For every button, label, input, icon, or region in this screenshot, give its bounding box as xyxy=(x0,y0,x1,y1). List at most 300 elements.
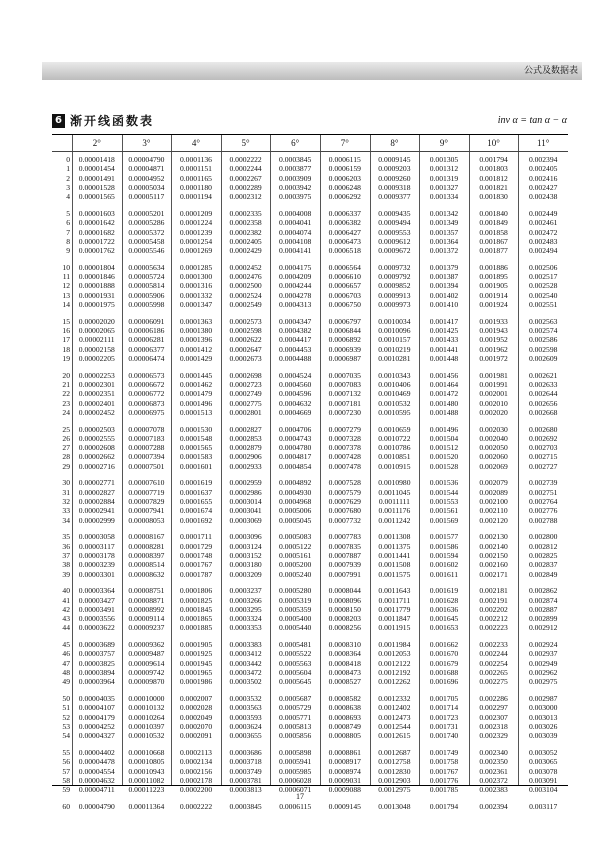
table-cell: 0.0004008 xyxy=(279,208,312,218)
minute-label: 31 xyxy=(62,487,70,497)
minute-label: 16 xyxy=(62,326,70,335)
table-cell: 0.0006248 xyxy=(328,182,361,192)
table-cell: 0.0003975 xyxy=(279,192,312,202)
table-cell: 0.0005359 xyxy=(279,604,312,614)
table-cell: 0.001472 xyxy=(429,389,459,399)
table-row xyxy=(52,209,568,218)
table-cell: 0.0003718 xyxy=(229,757,262,767)
table-cell: 0.00007941 xyxy=(128,506,165,516)
table-cell: 0.00001418 xyxy=(78,155,115,164)
minute-label: 25 xyxy=(62,424,70,434)
table-cell: 0.0001194 xyxy=(179,192,212,202)
table-cell: 0.00002205 xyxy=(78,353,115,363)
table-cell: 0.00004871 xyxy=(128,164,165,174)
table-cell: 0.0011308 xyxy=(378,532,411,542)
table-cell: 0.002483 xyxy=(528,236,558,246)
table-cell: 0.0008044 xyxy=(328,586,361,596)
table-cell: 0.0012332 xyxy=(378,694,411,703)
table-cell: 0.002160 xyxy=(479,560,508,570)
table-row xyxy=(52,776,568,785)
table-cell: 0.0002933 xyxy=(229,461,262,471)
table-cell: 0.001602 xyxy=(429,560,459,570)
table-cell: 0.00006573 xyxy=(128,370,165,380)
table-cell: 0.0003781 xyxy=(229,775,262,785)
table-row xyxy=(52,488,568,497)
table-cell: 0.0002429 xyxy=(229,246,262,256)
table-cell: 0.0002775 xyxy=(229,398,262,408)
table-cell: 0.0007181 xyxy=(328,398,361,408)
table-cell: 0.0001300 xyxy=(179,272,213,282)
table-cell: 0.001723 xyxy=(429,712,459,722)
table-cell: 0.002050 xyxy=(479,443,508,453)
table-cell: 0.0001363 xyxy=(179,316,213,326)
table-cell: 0.0002986 xyxy=(229,487,262,497)
table-cell: 0.0002647 xyxy=(229,344,262,354)
table-row xyxy=(52,164,568,173)
table-cell: 0.0001513 xyxy=(179,407,213,417)
table-cell: 0.0005319 xyxy=(279,595,312,605)
minute-label: 13 xyxy=(62,290,70,300)
table-cell: 0.001528 xyxy=(429,461,459,471)
minute-label: 32 xyxy=(62,497,70,506)
table-cell: 0.002899 xyxy=(528,614,558,624)
table-row xyxy=(52,551,568,560)
table-cell: 0.002472 xyxy=(528,227,558,237)
table-cell: 0.0003353 xyxy=(229,623,262,633)
table-cell: 0.001312 xyxy=(429,164,459,174)
minute-label: 42 xyxy=(62,604,70,614)
table-cell: 0.002540 xyxy=(528,290,558,300)
table-cell: 0.001480 xyxy=(429,398,459,408)
table-cell: 0.00004107 xyxy=(78,703,115,713)
table-cell: 0.0002289 xyxy=(229,182,262,192)
table-row xyxy=(52,757,568,766)
table-cell: 0.0006518 xyxy=(328,246,361,256)
table-cell: 0.0006028 xyxy=(279,775,312,785)
table-row xyxy=(52,399,568,408)
table-cell: 0.002438 xyxy=(528,192,558,202)
table-cell: 0.0011984 xyxy=(378,640,411,650)
table-cell: 0.002191 xyxy=(479,595,508,605)
table-cell: 0.00010532 xyxy=(128,731,165,741)
minute-label: 10 xyxy=(62,262,70,272)
table-cell: 0.0004968 xyxy=(279,497,312,506)
table-cell: 0.001670 xyxy=(429,649,459,659)
table-cell: 0.002233 xyxy=(479,640,508,650)
table-row xyxy=(52,731,568,740)
table-cell: 0.001349 xyxy=(429,218,459,228)
table-cell: 0.002715 xyxy=(528,452,558,462)
table-cell: 0.0011779 xyxy=(378,604,411,614)
table-cell: 0.00002999 xyxy=(78,515,115,525)
minute-label: 7 xyxy=(66,227,70,237)
table-cell: 0.00006672 xyxy=(128,379,165,389)
table-cell: 0.0003209 xyxy=(229,569,262,579)
table-cell: 0.00001528 xyxy=(78,182,115,192)
table-cell: 0.0005200 xyxy=(279,560,312,570)
table-cell: 0.0012830 xyxy=(378,766,411,776)
table-cell: 0.0001674 xyxy=(179,506,213,516)
table-cell: 0.0008473 xyxy=(328,668,361,677)
table-cell: 0.0001316 xyxy=(179,281,213,291)
table-cell: 0.0009031 xyxy=(328,775,361,785)
minute-label: 3 xyxy=(66,182,70,192)
table-cell: 0.0008749 xyxy=(328,721,361,731)
minute-label: 28 xyxy=(62,452,70,462)
table-cell: 0.0009852 xyxy=(378,281,411,291)
table-cell: 0.0001711 xyxy=(179,532,212,542)
table-cell: 0.0005604 xyxy=(279,668,312,677)
table-cell: 0.0010915 xyxy=(378,461,411,471)
table-cell: 0.00001682 xyxy=(78,227,115,237)
table-cell: 0.00001888 xyxy=(78,281,115,291)
table-cell: 0.002812 xyxy=(528,541,558,551)
table-cell: 0.00004952 xyxy=(128,173,165,183)
table-cell: 0.001417 xyxy=(429,316,459,326)
table-cell: 0.002079 xyxy=(479,478,508,488)
table-cell: 0.00008281 xyxy=(128,541,165,551)
table-cell: 0.001561 xyxy=(429,506,459,516)
table-cell: 0.00009870 xyxy=(128,677,165,687)
table-cell: 0.0001530 xyxy=(179,424,213,434)
table-cell: 0.001991 xyxy=(479,379,508,389)
table-cell: 0.0004706 xyxy=(279,424,312,434)
table-cell: 0.002001 xyxy=(479,389,508,399)
table-row xyxy=(52,542,568,551)
minute-label: 27 xyxy=(62,443,70,453)
table-cell: 0.001569 xyxy=(429,515,459,525)
table-cell: 0.002912 xyxy=(528,623,558,633)
table-header-row xyxy=(52,135,568,152)
table-cell: 0.0003237 xyxy=(229,586,262,596)
table-cell: 0.00005117 xyxy=(128,192,165,202)
table-cell: 0.002040 xyxy=(479,433,508,443)
table-cell: 0.00008632 xyxy=(128,569,165,579)
table-cell: 0.002307 xyxy=(479,712,508,722)
table-cell: 0.0013048 xyxy=(378,801,411,811)
table-cell: 0.002862 xyxy=(528,586,558,596)
table-cell: 0.00001804 xyxy=(78,262,115,272)
table-cell: 0.00011364 xyxy=(128,801,165,811)
table-cell: 0.00002158 xyxy=(78,344,115,354)
table-cell: 0.00004554 xyxy=(78,766,115,776)
table-cell: 0.0011508 xyxy=(378,560,411,570)
table-cell: 0.0002853 xyxy=(229,433,262,443)
table-cell: 0.0001845 xyxy=(179,604,213,614)
minute-label: 45 xyxy=(62,640,70,650)
table-cell: 0.002140 xyxy=(479,541,508,551)
table-cell: 0.0001332 xyxy=(179,290,213,300)
table-cell: 0.00006377 xyxy=(128,344,165,354)
table-row xyxy=(52,748,568,757)
table-cell: 0.002244 xyxy=(479,649,508,659)
table-cell: 0.001364 xyxy=(429,236,459,246)
table-cell: 0.0005563 xyxy=(279,658,312,668)
table-cell: 0.0006610 xyxy=(328,272,361,282)
table-cell: 0.0010219 xyxy=(378,344,411,354)
table-cell: 0.00004035 xyxy=(78,694,115,703)
table-cell: 0.003091 xyxy=(528,775,558,785)
table-cell: 0.002949 xyxy=(528,658,558,668)
table-cell: 0.0004488 xyxy=(279,353,312,363)
table-row xyxy=(52,174,568,183)
table-cell: 0.003013 xyxy=(528,712,558,722)
table-cell: 0.0003532 xyxy=(229,694,262,703)
table-cell: 0.00004632 xyxy=(78,775,115,785)
table-row xyxy=(52,497,568,506)
table-cell: 0.0003563 xyxy=(229,703,262,713)
table-cell: 0.0012122 xyxy=(378,658,411,668)
table-cell: 0.0004930 xyxy=(279,487,312,497)
table-cell: 0.0011441 xyxy=(378,550,411,560)
table-cell: 0.0006939 xyxy=(328,344,361,354)
table-row xyxy=(52,640,568,649)
table-row xyxy=(52,228,568,237)
minute-label: 17 xyxy=(62,335,70,345)
table-cell: 0.0011111 xyxy=(378,497,410,506)
column-header: 7° xyxy=(340,138,349,148)
table-cell: 0.00011223 xyxy=(128,785,165,795)
minute-label: 60 xyxy=(62,801,70,811)
table-cell: 0.002574 xyxy=(528,326,558,335)
table-cell: 0.0003749 xyxy=(229,766,262,776)
table-cell: 0.001327 xyxy=(429,182,459,192)
table-cell: 0.00005634 xyxy=(128,262,165,272)
table-cell: 0.002130 xyxy=(479,532,508,542)
table-cell: 0.00010000 xyxy=(128,694,165,703)
table-row xyxy=(52,425,568,434)
table-cell: 0.00010805 xyxy=(128,757,165,767)
table-cell: 0.001740 xyxy=(429,731,459,741)
table-cell: 0.0001445 xyxy=(179,370,213,380)
table-cell: 0.0006657 xyxy=(328,281,361,291)
table-cell: 0.003104 xyxy=(528,785,558,795)
table-cell: 0.001662 xyxy=(429,640,459,650)
table-cell: 0.00005724 xyxy=(128,272,165,282)
table-cell: 0.0001285 xyxy=(179,262,213,272)
minute-label: 41 xyxy=(62,595,70,605)
table-cell: 0.0007528 xyxy=(328,478,361,488)
table-cell: 0.001785 xyxy=(429,785,459,795)
table-cell: 0.001981 xyxy=(479,370,508,380)
table-cell: 0.00002351 xyxy=(78,389,115,399)
column-header: 2° xyxy=(92,138,101,148)
table-cell: 0.0001619 xyxy=(179,478,213,488)
table-cell: 0.0011643 xyxy=(378,586,411,596)
minute-label: 1 xyxy=(66,164,70,174)
table-cell: 0.00002662 xyxy=(78,452,115,462)
table-cell: 0.002680 xyxy=(528,424,558,434)
table-cell: 0.0006703 xyxy=(328,290,361,300)
table-cell: 0.0009260 xyxy=(378,173,411,183)
table-cell: 0.00007183 xyxy=(128,433,165,443)
minute-label: 30 xyxy=(62,478,70,488)
table-cell: 0.0008861 xyxy=(328,747,361,757)
table-cell: 0.0006203 xyxy=(328,173,361,183)
table-cell: 0.0001748 xyxy=(179,550,213,560)
table-cell: 0.001394 xyxy=(429,281,459,291)
table-row xyxy=(52,586,568,595)
table-cell: 0.0008364 xyxy=(328,649,361,659)
table-cell: 0.0005985 xyxy=(279,766,312,776)
table-cell: 0.0003324 xyxy=(229,614,262,624)
table-cell: 0.0003813 xyxy=(229,785,262,795)
table-cell: 0.0005645 xyxy=(279,677,312,687)
table-cell: 0.0005898 xyxy=(279,747,312,757)
table-row xyxy=(52,408,568,417)
table-cell: 0.002494 xyxy=(528,246,558,256)
table-cell: 0.0009435 xyxy=(378,208,411,218)
table-cell: 0.0002222 xyxy=(179,801,213,811)
table-cell: 0.001402 xyxy=(429,290,459,300)
table-cell: 0.002372 xyxy=(479,775,508,785)
table-cell: 0.0002573 xyxy=(229,316,262,326)
minute-label: 55 xyxy=(62,747,70,757)
table-cell: 0.001867 xyxy=(479,236,508,246)
table-cell: 0.0003069 xyxy=(229,515,262,525)
table-cell: 0.001387 xyxy=(429,272,459,282)
table-cell: 0.00001642 xyxy=(78,218,115,228)
table-cell: 0.0008096 xyxy=(328,595,361,605)
table-cell: 0.001334 xyxy=(429,192,459,202)
table-cell: 0.001812 xyxy=(479,173,508,183)
table-cell: 0.0008582 xyxy=(328,694,361,703)
table-cell: 0.0001692 xyxy=(179,515,213,525)
table-cell: 0.0007328 xyxy=(328,433,361,443)
table-cell: 0.00003178 xyxy=(78,550,115,560)
table-cell: 0.00006281 xyxy=(128,335,165,345)
table-cell: 0.0002007 xyxy=(179,694,213,703)
table-cell: 0.001410 xyxy=(429,300,459,309)
table-cell: 0.002924 xyxy=(528,640,558,650)
table-cell: 0.002849 xyxy=(528,569,558,579)
page-number: 17 xyxy=(296,792,304,801)
table-cell: 0.001933 xyxy=(479,316,508,326)
table-cell: 0.001840 xyxy=(479,208,508,218)
table-cell: 0.00008751 xyxy=(128,586,165,596)
table-cell: 0.0005440 xyxy=(279,623,312,633)
table-row xyxy=(52,371,568,380)
minute-label: 24 xyxy=(62,407,70,417)
table-cell: 0.002427 xyxy=(528,182,558,192)
table-cell: 0.00003239 xyxy=(78,560,115,570)
table-cell: 0.003117 xyxy=(529,801,558,811)
table-cell: 0.00003825 xyxy=(78,658,115,668)
table-cell: 0.0001637 xyxy=(179,487,213,497)
table-cell: 0.0007478 xyxy=(328,461,361,471)
minute-label: 51 xyxy=(62,703,70,713)
table-row xyxy=(52,767,568,776)
table-cell: 0.0003295 xyxy=(229,604,262,614)
table-cell: 0.0004743 xyxy=(279,433,312,443)
table-cell: 0.0009145 xyxy=(328,801,361,811)
minute-label: 52 xyxy=(62,712,70,722)
minute-label: 20 xyxy=(62,370,70,380)
table-cell: 0.00009114 xyxy=(128,614,165,624)
minute-label: 12 xyxy=(62,281,70,291)
table-cell: 0.001496 xyxy=(429,424,459,434)
table-cell: 0.001619 xyxy=(429,586,459,596)
table-cell: 0.001924 xyxy=(479,300,508,309)
table-cell: 0.0007939 xyxy=(328,560,361,570)
table-cell: 0.0005771 xyxy=(279,712,312,722)
minute-label: 14 xyxy=(62,300,70,309)
table-cell: 0.0010532 xyxy=(378,398,411,408)
table-cell: 0.00008167 xyxy=(128,532,165,542)
table-cell: 0.001520 xyxy=(429,452,459,462)
table-cell: 0.0001239 xyxy=(179,227,213,237)
table-cell: 0.00001454 xyxy=(78,164,115,174)
table-cell: 0.00001603 xyxy=(78,208,115,218)
table-cell: 0.002563 xyxy=(528,316,558,326)
table-cell: 0.00010397 xyxy=(128,721,165,731)
minute-label: 46 xyxy=(62,649,70,659)
table-cell: 0.001645 xyxy=(429,614,459,624)
table-cell: 0.00002555 xyxy=(78,433,115,443)
table-cell: 0.0007428 xyxy=(328,452,361,462)
table-cell: 0.0002156 xyxy=(179,766,213,776)
table-cell: 0.00010668 xyxy=(128,747,165,757)
table-row xyxy=(52,389,568,398)
table-cell: 0.002383 xyxy=(479,785,508,795)
table-cell: 0.00007078 xyxy=(128,424,165,434)
table-cell: 0.002551 xyxy=(528,300,558,309)
table-cell: 0.0003942 xyxy=(279,182,312,192)
table-cell: 0.00002301 xyxy=(78,379,115,389)
table-cell: 0.0001825 xyxy=(179,595,213,605)
table-cell: 0.001962 xyxy=(479,344,508,354)
table-cell: 0.0001548 xyxy=(179,433,213,443)
table-cell: 0.0005941 xyxy=(279,757,312,767)
table-cell: 0.0001462 xyxy=(179,379,213,389)
table-cell: 0.00003556 xyxy=(78,614,115,624)
table-cell: 0.0004892 xyxy=(279,478,312,488)
table-row xyxy=(52,516,568,525)
table-cell: 0.0010157 xyxy=(378,335,411,345)
table-cell: 0.0001180 xyxy=(179,182,212,192)
table-cell: 0.001943 xyxy=(479,326,508,335)
table-cell: 0.0004596 xyxy=(279,389,312,399)
table-cell: 0.0004074 xyxy=(279,227,312,237)
table-cell: 0.00004478 xyxy=(78,757,115,767)
table-cell: 0.0012473 xyxy=(378,712,411,722)
table-row xyxy=(52,155,568,164)
table-cell: 0.00007719 xyxy=(128,487,165,497)
table-row xyxy=(52,605,568,614)
table-cell: 0.0005813 xyxy=(279,721,312,731)
table-cell: 0.00009487 xyxy=(128,649,165,659)
table-cell: 0.00008053 xyxy=(128,515,165,525)
table-cell: 0.00003757 xyxy=(78,649,115,659)
table-cell: 0.00005998 xyxy=(128,300,165,309)
table-cell: 0.00009742 xyxy=(128,668,165,677)
table-cell: 0.00007394 xyxy=(128,452,165,462)
table-cell: 0.0007230 xyxy=(328,407,361,417)
minute-label: 26 xyxy=(62,433,70,443)
minute-label: 53 xyxy=(62,721,70,731)
table-cell: 0.002887 xyxy=(528,604,558,614)
table-cell: 0.00005034 xyxy=(128,182,165,192)
table-cell: 0.0008693 xyxy=(328,712,361,722)
table-cell: 0.00008871 xyxy=(128,595,165,605)
formula: inv α = tan α − α xyxy=(497,115,567,126)
table-cell: 0.0004313 xyxy=(279,300,312,309)
table-cell: 0.00004402 xyxy=(78,747,115,757)
table-cell: 0.0003472 xyxy=(229,668,262,677)
table-cell: 0.001821 xyxy=(479,182,508,192)
table-cell: 0.0004669 xyxy=(279,407,312,417)
table-cell: 0.0002524 xyxy=(229,290,262,300)
